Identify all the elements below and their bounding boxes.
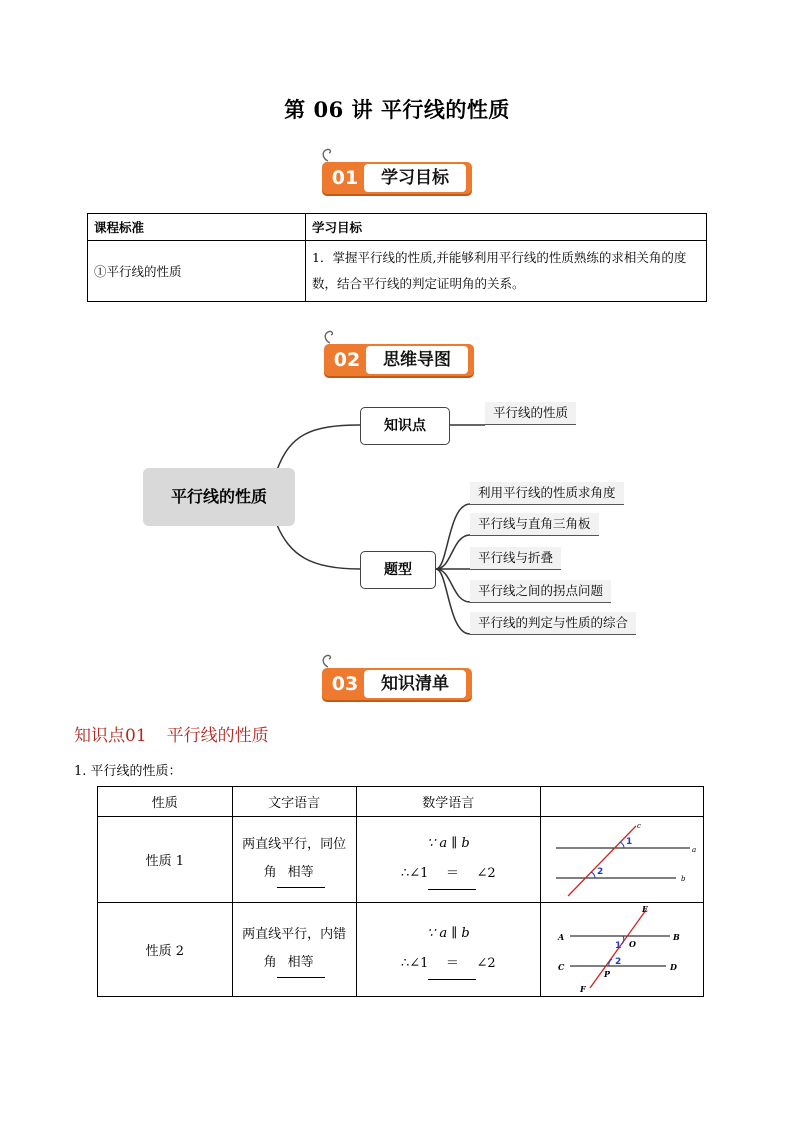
curl-icon: [322, 326, 338, 344]
header-property: 性质: [98, 787, 233, 817]
point-f-label: F: [580, 983, 586, 994]
section-title: 平行线的性质: [166, 726, 269, 746]
goals-table: [87, 213, 707, 302]
figure-corresponding-angles: [541, 817, 704, 903]
banner-knowledge-list: [322, 662, 472, 702]
verbal-blank: 相等: [277, 949, 325, 978]
verbal-prefix: 角: [263, 865, 277, 880]
line-b-label: b: [681, 874, 686, 883]
point-p-label: P: [604, 968, 611, 979]
header-goal: 学习目标: [306, 214, 707, 241]
math-statement: [356, 817, 540, 903]
mindmap-leaf: 平行线的判定与性质的综合: [470, 612, 636, 635]
point-a-label: A: [558, 931, 565, 942]
math-conclusion-left: ∴∠1: [401, 866, 429, 881]
math-given: ∵ a ∥ b: [426, 836, 470, 851]
point-o-label: O: [629, 938, 636, 949]
properties-table: [97, 786, 704, 997]
point-b-label: B: [673, 931, 680, 942]
mindmap-leaf: 利用平行线的性质求角度: [470, 482, 624, 505]
math-conclusion-left: ∴∠1: [401, 956, 429, 971]
property-name: 性质 1: [98, 817, 233, 903]
point-d-label: D: [670, 961, 677, 972]
angle-2-label: 2: [597, 866, 604, 877]
mindmap-branch-problem-types: 题型: [360, 551, 436, 589]
angle-1-label: 1: [615, 940, 622, 951]
mindmap-leaf: 平行线与折叠: [470, 547, 561, 570]
math-conclusion-right: ∠2: [476, 866, 496, 881]
section-heading: [74, 721, 289, 746]
verbal-prefix: 角: [263, 955, 277, 970]
banner-learning-goals: [322, 156, 472, 196]
math-blank: ＝: [428, 949, 476, 980]
verbal-blank: 相等: [277, 859, 325, 888]
goal-cell: 1．掌握平行线的性质,并能够利用平行线的性质熟练的求相关角的度数，结合平行线的判定证明角的关系。: [306, 241, 707, 302]
section-number: 知识点01: [74, 726, 147, 746]
mindmap-leaf: 平行线与直角三角板: [470, 513, 599, 536]
line-a-label: a: [692, 845, 697, 854]
point-e-label: E: [642, 905, 649, 914]
mindmap-center: 平行线的性质: [143, 468, 295, 526]
subheading: 1. 平行线的性质：: [74, 764, 182, 779]
verbal-statement: [232, 903, 356, 997]
banner-label: 学习目标: [364, 164, 466, 192]
verbal-line: 两直线平行，内错: [242, 927, 347, 942]
angle-2-label: 2: [615, 956, 622, 967]
banner-number: 03: [331, 673, 359, 695]
header-math: 数学语言: [356, 787, 540, 817]
banner-label: 知识清单: [364, 670, 466, 698]
property-name: 性质 2: [98, 903, 233, 997]
line-c-label: c: [637, 821, 641, 830]
angle-1-label: 1: [626, 836, 633, 847]
math-statement: [356, 903, 540, 997]
banner-number: 02: [333, 349, 361, 371]
math-given: ∵ a ∥ b: [426, 926, 470, 941]
figure-alternate-angles: [541, 903, 704, 997]
point-c-label: C: [558, 961, 565, 972]
curl-icon: [320, 650, 336, 668]
mindmap-leaf: 平行线的性质: [485, 402, 576, 425]
verbal-line: 两直线平行，同位: [242, 837, 347, 852]
header-figure: [541, 787, 704, 817]
header-standard: 课程标准: [88, 214, 306, 241]
banner-label: 思维导图: [366, 346, 468, 374]
standard-cell: ①平行线的性质: [88, 241, 306, 302]
banner-mind-map: [324, 338, 474, 378]
mindmap-branch-knowledge: 知识点: [360, 407, 450, 445]
mindmap-leaf: 平行线之间的拐点问题: [470, 580, 611, 603]
verbal-statement: [232, 817, 356, 903]
math-blank: ＝: [428, 859, 476, 890]
banner-number: 01: [331, 167, 359, 189]
header-verbal: 文字语言: [232, 787, 356, 817]
math-conclusion-right: ∠2: [476, 956, 496, 971]
curl-icon: [320, 144, 336, 162]
page-title: 第 06 讲 平行线的性质: [284, 97, 510, 122]
